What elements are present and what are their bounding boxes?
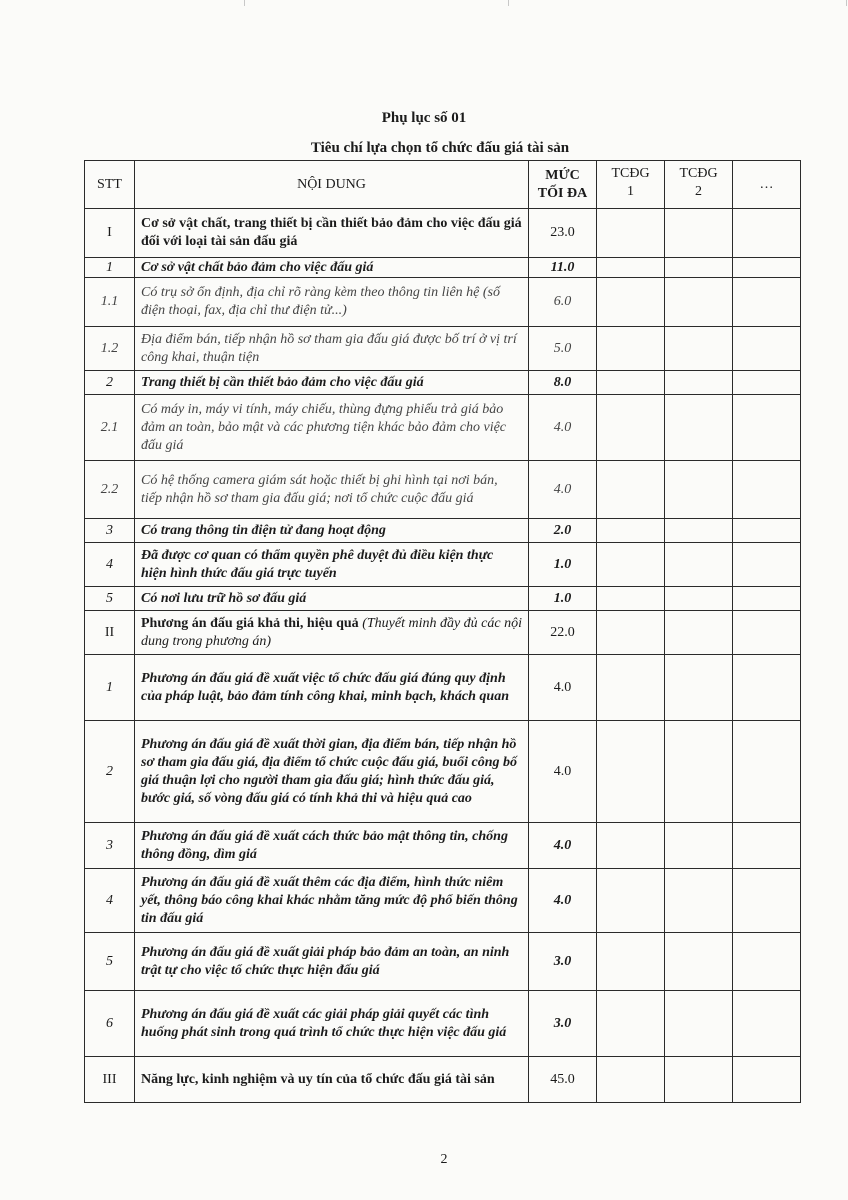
row-content: Phương án đấu giá đề xuất cách thức bảo mật thông tin, chống thông đồng, dìm giá xyxy=(135,823,529,869)
row-content: Có nơi lưu trữ hồ sơ đấu giá xyxy=(135,587,529,611)
row-max-score: 4.0 xyxy=(529,655,597,721)
row-content: Phương án đấu giá đề xuất việc tổ chức đấu giá đúng quy định của pháp luật, bảo đảm tính công khai, minh bạch, khách quan xyxy=(135,655,529,721)
score-cell-more xyxy=(733,278,801,327)
row-content: Phương án đấu giá đề xuất thêm các địa điểm, hình thức niêm yết, thông báo công khai khác nhằm tăng mức độ phổ biến thông tin đấu giá xyxy=(135,869,529,933)
header-content: NỘI DUNG xyxy=(135,161,529,209)
row-max-score: 4.0 xyxy=(529,461,597,519)
row-max-score: 5.0 xyxy=(529,327,597,371)
row-stt: 2.1 xyxy=(85,395,135,461)
table-row xyxy=(85,371,801,395)
row-stt: 1 xyxy=(85,258,135,278)
row-max-score: 1.0 xyxy=(529,543,597,587)
score-cell-org1 xyxy=(597,611,665,655)
score-cell-org2 xyxy=(665,519,733,543)
score-cell-org2 xyxy=(665,395,733,461)
scan-mark xyxy=(508,0,509,6)
score-cell-org1 xyxy=(597,933,665,991)
score-cell-org2 xyxy=(665,461,733,519)
row-max-score: 3.0 xyxy=(529,933,597,991)
row-content: Cơ sở vật chất, trang thiết bị cần thiết bảo đảm cho việc đấu giá đối với loại tài sản đấu giá xyxy=(135,209,529,258)
row-content-main: Phương án đấu giá khả thi, hiệu quả xyxy=(141,615,359,631)
header-org1-line1: TCĐG xyxy=(611,166,650,181)
row-max-score: 45.0 xyxy=(529,1057,597,1103)
score-cell-org2 xyxy=(665,611,733,655)
row-content: Phương án đấu giá đề xuất giải pháp bảo đảm an toàn, an ninh trật tự cho việc tổ chức thực hiện đấu giá xyxy=(135,933,529,991)
row-max-score: 2.0 xyxy=(529,519,597,543)
score-cell-org1 xyxy=(597,1057,665,1103)
score-cell-org2 xyxy=(665,258,733,278)
row-max-score: 8.0 xyxy=(529,371,597,395)
table-row xyxy=(85,823,801,869)
score-cell-more xyxy=(733,327,801,371)
header-org-2 xyxy=(665,161,733,209)
score-cell-org2 xyxy=(665,869,733,933)
score-cell-more xyxy=(733,933,801,991)
score-cell-org2 xyxy=(665,327,733,371)
row-max-score: 1.0 xyxy=(529,587,597,611)
score-cell-more xyxy=(733,721,801,823)
table-row xyxy=(85,869,801,933)
score-cell-org2 xyxy=(665,371,733,395)
row-content: Phương án đấu giá đề xuất thời gian, địa điểm bán, tiếp nhận hồ sơ tham gia đấu giá, địa điểm tổ chức cuộc đấu giá, buổi công bố giá thuận lợi cho người tham gia đấu giá; hình thức đấu giá, bước giá, số vòng đấu giá có tính khả thi và hiệu quả cao xyxy=(135,721,529,823)
score-cell-org1 xyxy=(597,258,665,278)
row-stt: 1.2 xyxy=(85,327,135,371)
table-row xyxy=(85,395,801,461)
appendix-title: Phụ lục số 01 xyxy=(381,110,467,126)
row-max-score: 4.0 xyxy=(529,823,597,869)
row-stt: 2.2 xyxy=(85,461,135,519)
table-row xyxy=(85,587,801,611)
score-cell-org1 xyxy=(597,721,665,823)
row-stt: 4 xyxy=(85,869,135,933)
score-cell-org1 xyxy=(597,655,665,721)
row-max-score: 11.0 xyxy=(529,258,597,278)
score-cell-org2 xyxy=(665,933,733,991)
header-max-line2: TỐI ĐA xyxy=(537,185,588,201)
score-cell-org2 xyxy=(665,209,733,258)
table-row xyxy=(85,519,801,543)
scan-mark xyxy=(846,0,847,6)
row-content-note: (Thuyết minh đầy đủ các nội dung trong phương án) xyxy=(141,615,522,649)
table-row xyxy=(85,461,801,519)
score-cell-more xyxy=(733,869,801,933)
score-cell-org1 xyxy=(597,587,665,611)
header-more: … xyxy=(733,161,801,209)
row-content: Có trang thông tin điện tử đang hoạt động xyxy=(135,519,529,543)
row-stt: I xyxy=(85,209,135,258)
table-row xyxy=(85,655,801,721)
score-cell-org2 xyxy=(665,278,733,327)
row-stt: 4 xyxy=(85,543,135,587)
score-cell-more xyxy=(733,587,801,611)
row-content: Có hệ thống camera giám sát hoặc thiết bị ghi hình tại nơi bán, tiếp nhận hồ sơ tham gia đấu giá; nơi tổ chức cuộc đấu giá xyxy=(135,461,529,519)
score-cell-org1 xyxy=(597,519,665,543)
row-max-score: 4.0 xyxy=(529,721,597,823)
score-cell-org2 xyxy=(665,543,733,587)
row-max-score: 6.0 xyxy=(529,278,597,327)
row-stt: 1 xyxy=(85,655,135,721)
table-row xyxy=(85,543,801,587)
row-content: Có máy in, máy vi tính, máy chiếu, thùng đựng phiếu trả giá bảo đảm an toàn, bảo mật và các phương tiện khác bảo đảm cho việc đấu giá xyxy=(135,395,529,461)
row-content: Đã được cơ quan có thẩm quyền phê duyệt đủ điều kiện thực hiện hình thức đấu giá trực tuyến xyxy=(135,543,529,587)
score-cell-more xyxy=(733,823,801,869)
row-max-score: 22.0 xyxy=(529,611,597,655)
score-cell-org1 xyxy=(597,395,665,461)
row-content: Cơ sở vật chất bảo đảm cho việc đấu giá xyxy=(135,258,529,278)
score-cell-org1 xyxy=(597,371,665,395)
row-stt: 5 xyxy=(85,587,135,611)
score-cell-org1 xyxy=(597,869,665,933)
score-cell-org1 xyxy=(597,543,665,587)
header-org2-line1: TCĐG xyxy=(679,166,718,181)
score-cell-org1 xyxy=(597,823,665,869)
row-stt: 3 xyxy=(85,823,135,869)
score-cell-org1 xyxy=(597,991,665,1057)
score-cell-org2 xyxy=(665,991,733,1057)
header-max-line1: MỨC xyxy=(545,167,580,183)
table-row xyxy=(85,933,801,991)
header-stt: STT xyxy=(85,161,135,209)
row-stt: II xyxy=(85,611,135,655)
row-max-score: 23.0 xyxy=(529,209,597,258)
row-max-score: 4.0 xyxy=(529,869,597,933)
score-cell-more xyxy=(733,395,801,461)
score-cell-org1 xyxy=(597,327,665,371)
score-cell-more xyxy=(733,611,801,655)
header-org1-line2: 1 xyxy=(627,184,634,199)
row-content xyxy=(135,611,529,655)
row-content: Phương án đấu giá đề xuất các giải pháp giải quyết các tình huống phát sinh trong quá trình tổ chức thực hiện việc đấu giá xyxy=(135,991,529,1057)
row-stt: 5 xyxy=(85,933,135,991)
score-cell-org2 xyxy=(665,721,733,823)
header-org2-line2: 2 xyxy=(695,184,702,199)
score-cell-org2 xyxy=(665,587,733,611)
page-number: 2 xyxy=(440,1152,448,1167)
score-cell-more xyxy=(733,1057,801,1103)
score-cell-org1 xyxy=(597,209,665,258)
score-cell-org2 xyxy=(665,823,733,869)
score-cell-more xyxy=(733,209,801,258)
score-cell-more xyxy=(733,991,801,1057)
score-cell-org2 xyxy=(665,1057,733,1103)
row-content: Có trụ sở ổn định, địa chỉ rõ ràng kèm theo thông tin liên hệ (số điện thoại, fax, địa chỉ thư điện tử...) xyxy=(135,278,529,327)
row-stt: 6 xyxy=(85,991,135,1057)
scan-mark xyxy=(244,0,245,6)
row-content: Địa điểm bán, tiếp nhận hồ sơ tham gia đấu giá được bố trí ở vị trí công khai, thuận tiện xyxy=(135,327,529,371)
row-stt: 2 xyxy=(85,721,135,823)
row-stt: 2 xyxy=(85,371,135,395)
score-cell-more xyxy=(733,519,801,543)
score-cell-more xyxy=(733,655,801,721)
score-cell-more xyxy=(733,461,801,519)
table-row xyxy=(85,209,801,258)
score-cell-more xyxy=(733,543,801,587)
score-cell-more xyxy=(733,258,801,278)
table-row xyxy=(85,278,801,327)
score-cell-org1 xyxy=(597,461,665,519)
row-content: Năng lực, kinh nghiệm và uy tín của tổ chức đấu giá tài sản xyxy=(135,1057,529,1103)
row-stt: 3 xyxy=(85,519,135,543)
table-caption: Tiêu chí lựa chọn tổ chức đấu giá tài sản xyxy=(310,140,570,156)
table-row xyxy=(85,721,801,823)
table-row xyxy=(85,611,801,655)
table-row xyxy=(85,258,801,278)
score-cell-more xyxy=(733,371,801,395)
table-row xyxy=(85,1057,801,1103)
table-row xyxy=(85,327,801,371)
row-stt: 1.1 xyxy=(85,278,135,327)
header-org-1 xyxy=(597,161,665,209)
row-max-score: 4.0 xyxy=(529,395,597,461)
row-max-score: 3.0 xyxy=(529,991,597,1057)
criteria-table xyxy=(84,160,801,1103)
row-stt: III xyxy=(85,1057,135,1103)
table-row xyxy=(85,991,801,1057)
score-cell-org1 xyxy=(597,278,665,327)
row-content: Trang thiết bị cần thiết bảo đảm cho việc đấu giá xyxy=(135,371,529,395)
score-cell-org2 xyxy=(665,655,733,721)
header-row xyxy=(85,161,801,209)
header-max-score xyxy=(529,161,597,209)
